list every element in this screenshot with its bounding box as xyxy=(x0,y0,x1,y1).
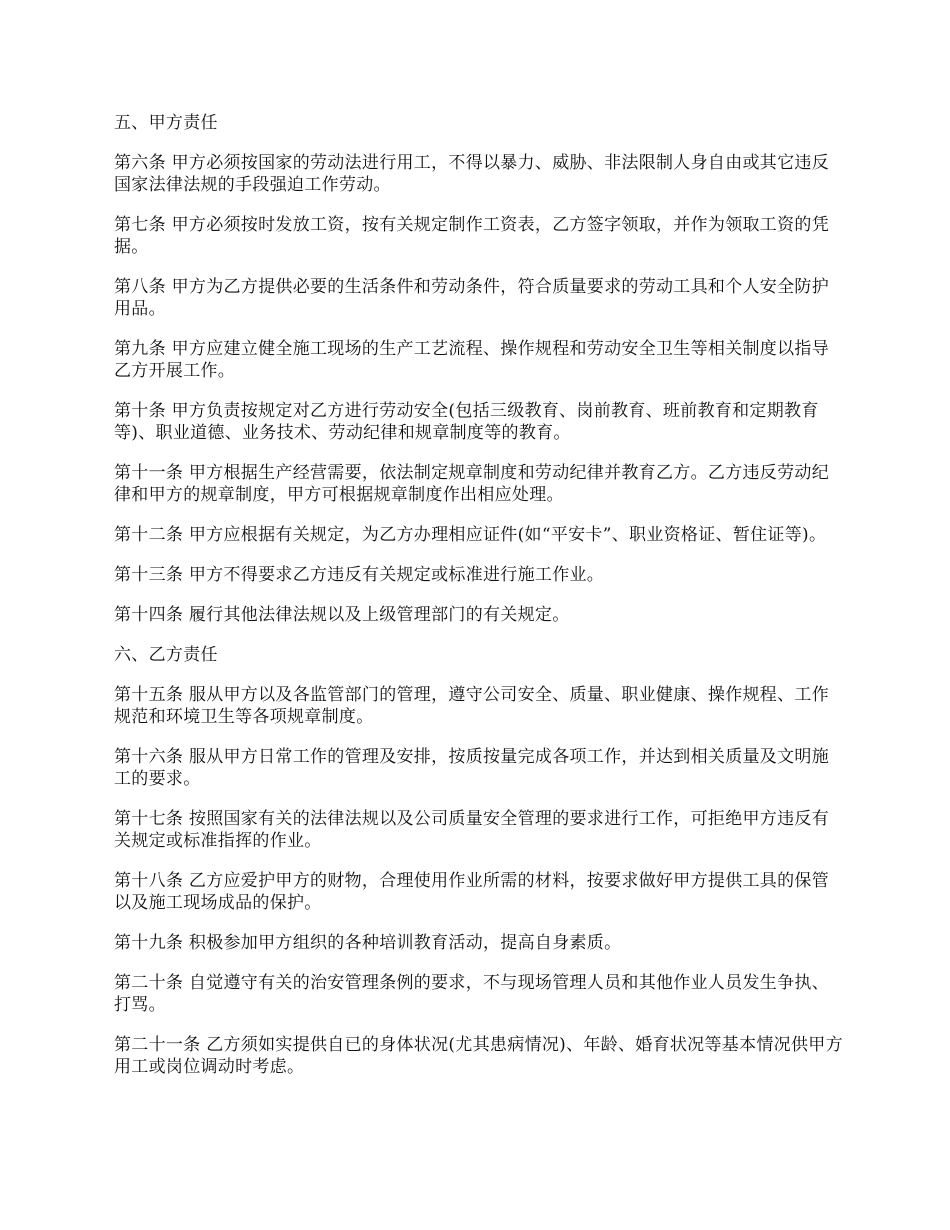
article-19: 第十九条 积极参加甲方组织的各种培训教育活动，提高自身素质。 xyxy=(114,933,622,953)
article-20: 第二十条 自觉遵守有关的治安管理条例的要求，不与现场管理人员和其他作业人员发生争执、打骂。 xyxy=(114,973,830,1015)
article-21: 第二十一条 乙方须如实提供自已的身体状况(尤其患病情况)、年龄、婚育状况等基本情况供甲方用工或岗位调动时考虑。 xyxy=(114,1035,843,1077)
article-8: 第八条 甲方为乙方提供必要的生活条件和劳动条件，符合质量要求的劳动工具和个人安全防护用品。 xyxy=(114,277,830,319)
article-10: 第十条 甲方负责按规定对乙方进行劳动安全(包括三级教育、岗前教育、班前教育和定期教育等)、职业道德、业务技术、劳动纪律和规章制度等的教育。 xyxy=(114,401,819,443)
article-6: 第六条 甲方必须按国家的劳动法进行用工，不得以暴力、威胁、非法限制人身自由或其它违反国家法律法规的手段强迫工作劳动。 xyxy=(114,153,830,195)
article-11: 第十一条 甲方根据生产经营需要，依法制定规章制度和劳动纪律并教育乙方。乙方违反劳动纪律和甲方的规章制度，甲方可根据规章制度作出相应处理。 xyxy=(114,463,830,505)
article-14: 第十四条 履行其他法律法规以及上级管理部门的有关规定。 xyxy=(114,605,570,625)
article-12: 第十二条 甲方应根据有关规定，为乙方办理相应证件(如“平安卡”、职业资格证、暂住证等)。 xyxy=(114,525,827,545)
section-heading-party-a: 五、甲方责任 xyxy=(114,113,218,133)
article-7: 第七条 甲方必须按时发放工资，按有关规定制作工资表，乙方签字领取，并作为领取工资的凭据。 xyxy=(114,215,830,257)
article-9: 第九条 甲方应建立健全施工现场的生产工艺流程、操作规程和劳动安全卫生等相关制度以指导乙方开展工作。 xyxy=(114,339,830,381)
article-16: 第十六条 服从甲方日常工作的管理及安排，按质按量完成各项工作，并达到相关质量及文明施工的要求。 xyxy=(114,747,830,789)
article-15: 第十五条 服从甲方以及各监管部门的管理，遵守公司安全、质量、职业健康、操作规程、工作规范和环境卫生等各项规章制度。 xyxy=(114,685,830,727)
article-18: 第十八条 乙方应爱护甲方的财物，合理使用作业所需的材料，按要求做好甲方提供工具的保管以及施工现场成品的保护。 xyxy=(114,871,830,913)
article-17: 第十七条 按照国家有关的法律法规以及公司质量安全管理的要求进行工作，可拒绝甲方违反有关规定或标准指挥的作业。 xyxy=(114,809,830,851)
section-heading-party-b: 六、乙方责任 xyxy=(114,645,218,665)
document-page xyxy=(114,112,844,1096)
article-13: 第十三条 甲方不得要求乙方违反有关规定或标准进行施工作业。 xyxy=(114,565,605,585)
